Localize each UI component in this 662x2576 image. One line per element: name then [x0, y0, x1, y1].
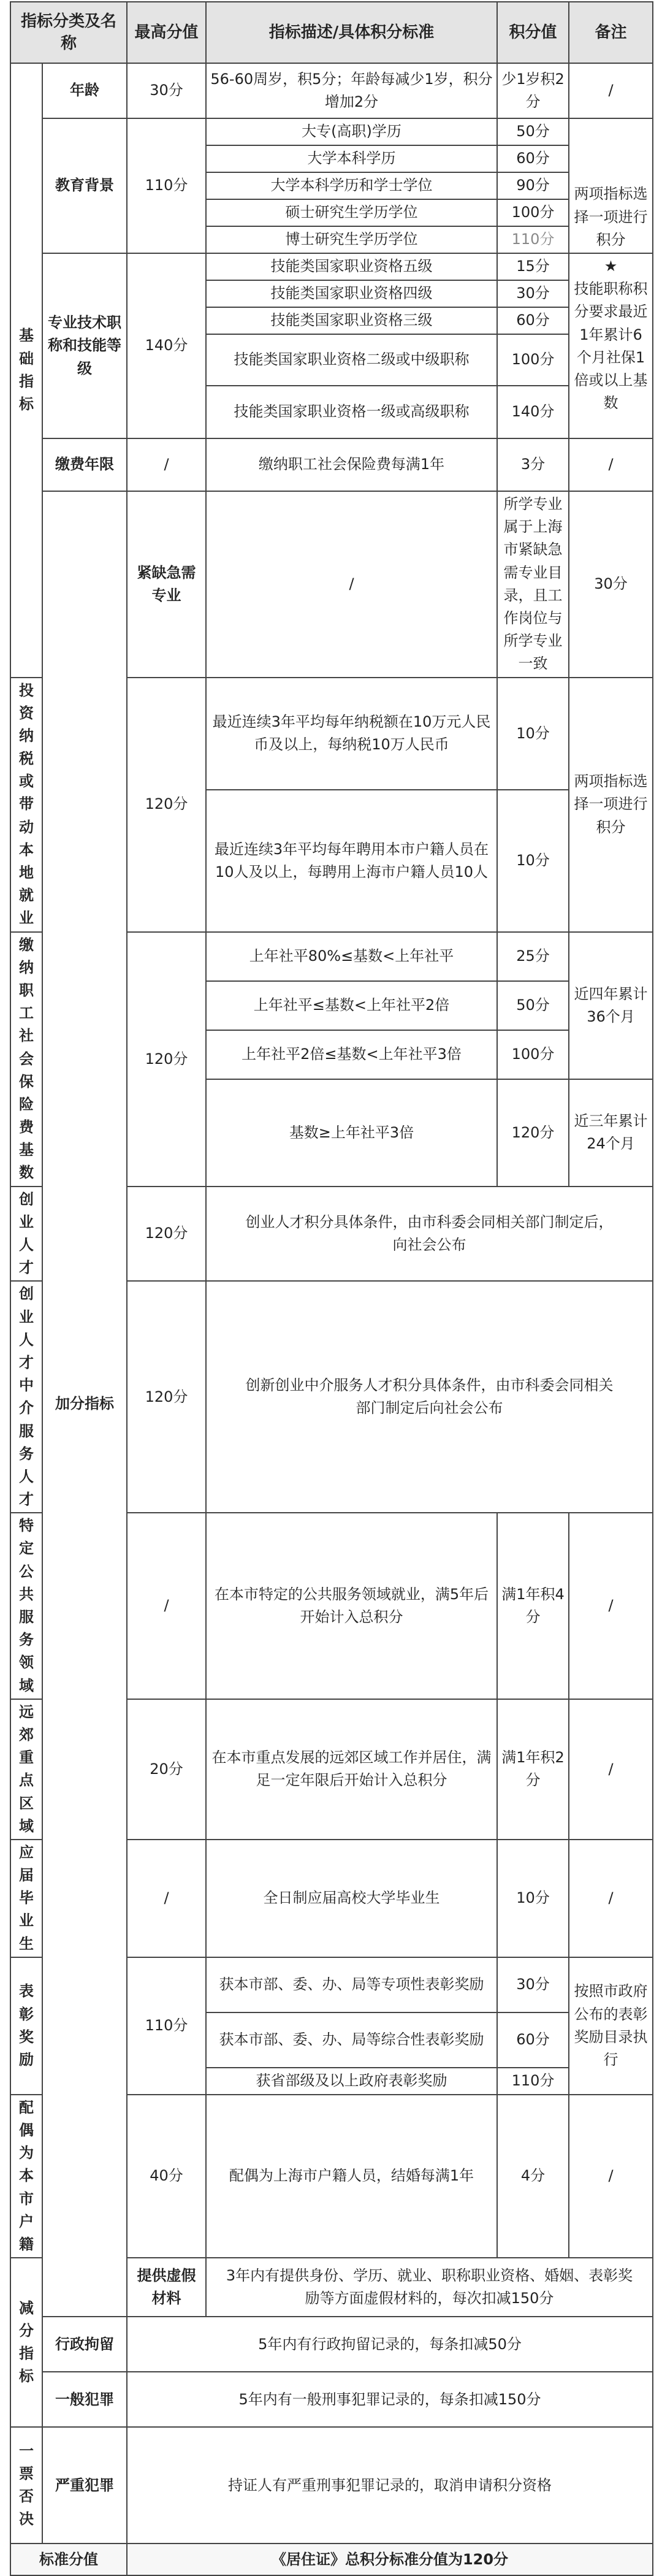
skills-desc-5: 技能类国家职业资格一级或高级职称: [206, 386, 497, 438]
investment-max: 120分: [127, 678, 206, 932]
investment-name: 投资纳税或带动本地就业: [10, 678, 42, 932]
header-description: 指标描述/具体积分标准: [206, 2, 497, 63]
age-note: /: [569, 63, 653, 118]
insurance-points-4: 120分: [497, 1079, 569, 1187]
age-name: 年龄: [42, 63, 127, 118]
star-icon: ★: [604, 258, 618, 275]
entrepreneur-max: 120分: [127, 1187, 206, 1282]
suburb-note: /: [569, 1699, 653, 1840]
skills-note: [569, 253, 653, 438]
row-age: [10, 63, 653, 118]
row-skills: [10, 253, 653, 280]
row-crime: [10, 2372, 653, 2427]
graduate-points: 10分: [497, 1840, 569, 1957]
header-category: 指标分类及名称: [10, 2, 127, 63]
insurance-points-1: 25分: [497, 932, 569, 981]
investment-note: 两项指标选择一项进行积分: [569, 678, 653, 932]
public-service-max: /: [127, 1513, 206, 1699]
shortage-name: 紧缺急需专业: [127, 491, 206, 678]
public-service-note: /: [569, 1513, 653, 1699]
contribution-desc: 缴纳职工社会保险费每满1年: [206, 438, 497, 491]
skills-max: 140分: [127, 253, 206, 438]
suburb-max: 20分: [127, 1699, 206, 1840]
contribution-max: /: [127, 438, 206, 491]
insurance-note-a: 近四年累计36个月: [569, 932, 653, 1079]
section-basic: 基础指标: [10, 63, 42, 678]
insurance-note-b: 近三年累计24个月: [569, 1079, 653, 1187]
awards-points-1: 30分: [497, 1957, 569, 2012]
education-max: 110分: [127, 118, 206, 253]
investment-points-2: 10分: [497, 790, 569, 931]
public-service-desc: 在本市特定的公共服务领域就业，满5年后开始计入总积分: [206, 1513, 497, 1699]
education-points-1: 50分: [497, 118, 569, 145]
skills-points-4: 100分: [497, 334, 569, 386]
insurance-desc-4: 基数≥上年社平3倍: [206, 1079, 497, 1187]
public-service-name: 特定公共服务领域: [10, 1513, 42, 1699]
intermediary-desc: 创新创业中介服务人才积分具体条件，由市科委会同相关部门制定后向社会公布: [206, 1281, 653, 1513]
education-desc-5: 博士研究生学历学位: [206, 226, 497, 253]
row-education: [10, 118, 653, 145]
skills-points-1: 15分: [497, 253, 569, 280]
suburb-name: 远郊重点区域: [10, 1699, 42, 1840]
crime-desc: 5年内有一般刑事犯罪记录的，每条扣减150分: [127, 2372, 653, 2427]
points-table: [10, 1, 653, 2576]
section-veto: 一票否决: [10, 2427, 42, 2544]
investment-desc-2: 最近连续3年平均每年聘用本市户籍人员在10人及以上，每聘用上海市户籍人员10人: [206, 790, 497, 931]
awards-desc-1: 获本市部、委、办、局等专项性表彰奖励: [206, 1957, 497, 2012]
awards-points-3: 110分: [497, 2068, 569, 2095]
education-points-5: 110分: [497, 226, 569, 253]
footer-label: 标准分值: [10, 2544, 127, 2575]
education-points-2: 60分: [497, 145, 569, 172]
shortage-max: /: [206, 491, 497, 678]
education-desc-4: 硕士研究生学历学位: [206, 199, 497, 226]
insurance-max: 120分: [127, 932, 206, 1187]
graduate-max: /: [127, 1840, 206, 1957]
header-max-score: 最高分值: [127, 2, 206, 63]
row-detention: [10, 2317, 653, 2372]
section-deduct: 减分指标: [10, 2258, 42, 2427]
age-desc: 56-60周岁，积5分；年龄每减少1岁，积分增加2分: [206, 63, 497, 118]
header-note: 备注: [569, 2, 653, 63]
skills-points-2: 30分: [497, 280, 569, 307]
public-service-points: 满1年积4分: [497, 1513, 569, 1699]
insurance-points-2: 50分: [497, 981, 569, 1030]
shortage-desc: 所学专业属于上海市紧缺急需专业目录，且工作岗位与所学专业一致: [497, 491, 569, 678]
insurance-desc-1: 上年社平80%≤基数<上年社平: [206, 932, 497, 981]
spouse-max: 40分: [127, 2095, 206, 2258]
row-shortage: [10, 491, 653, 678]
intermediary-name: 创业人才中介服务人才: [10, 1281, 42, 1513]
row-serious-crime: [10, 2427, 653, 2544]
education-desc-1: 大专(高职)学历: [206, 118, 497, 145]
education-desc-2: 大学本科学历: [206, 145, 497, 172]
contribution-points: 3分: [497, 438, 569, 491]
spouse-name: 配偶为本市户籍: [10, 2095, 42, 2258]
skills-desc-2: 技能类国家职业资格四级: [206, 280, 497, 307]
investment-desc-1: 最近连续3年平均每年纳税额在10万元人民币及以上，每纳税10万人民币: [206, 678, 497, 790]
intermediary-max: 120分: [127, 1281, 206, 1513]
awards-points-2: 60分: [497, 2012, 569, 2068]
crime-name: 一般犯罪: [42, 2372, 127, 2427]
graduate-name: 应届毕业生: [10, 1840, 42, 1957]
skills-desc-1: 技能类国家职业资格五级: [206, 253, 497, 280]
section-bonus: 加分指标: [42, 491, 127, 2317]
education-note: [569, 118, 653, 253]
age-points: 少1岁积2分: [497, 63, 569, 118]
entrepreneur-desc: 创业人才积分具体条件，由市科委会同相关部门制定后，向社会公布: [206, 1187, 653, 1282]
header-row: [10, 2, 653, 63]
contribution-note: /: [569, 438, 653, 491]
awards-desc-3: 获省部级及以上政府表彰奖励: [206, 2068, 497, 2095]
row-contribution-years: [10, 438, 653, 491]
insurance-desc-3: 上年社平2倍≤基数<上年社平3倍: [206, 1030, 497, 1079]
entrepreneur-name: 创业人才: [10, 1187, 42, 1282]
skills-name: 专业技术职称和技能等级: [42, 253, 127, 438]
suburb-points: 满1年积2分: [497, 1699, 569, 1840]
education-note-select: 两项指标选择一项进行积分: [574, 185, 648, 248]
serious-crime-desc: 持证人有严重刑事犯罪记录的，取消申请积分资格: [127, 2427, 653, 2544]
spouse-desc: 配偶为上海市户籍人员，结婚每满1年: [206, 2095, 497, 2258]
footer-text: 《居住证》总积分标准分值为120分: [127, 2544, 653, 2575]
skills-desc-4: 技能类国家职业资格二级或中级职称: [206, 334, 497, 386]
shortage-points: 30分: [569, 491, 653, 678]
age-max: 30分: [127, 63, 206, 118]
skills-desc-3: 技能类国家职业资格三级: [206, 307, 497, 334]
row-footer: [10, 2544, 653, 2575]
contribution-name: 缴费年限: [42, 438, 127, 491]
education-name: 教育背景: [42, 118, 127, 253]
skills-note-text: 技能职称积分要求最近1年累计6个月社保1倍或以上基数: [574, 280, 648, 412]
awards-note: 按照市政府公布的表彰奖励目录执行: [569, 1957, 653, 2095]
education-points-4: 100分: [497, 199, 569, 226]
suburb-desc: 在本市重点发展的远郊区域工作并居住，满足一定年限后开始计入总积分: [206, 1699, 497, 1840]
serious-crime-name: 严重犯罪: [42, 2427, 127, 2544]
spouse-note: /: [569, 2095, 653, 2258]
awards-desc-2: 获本市部、委、办、局等综合性表彰奖励: [206, 2012, 497, 2068]
insurance-desc-2: 上年社平≤基数<上年社平2倍: [206, 981, 497, 1030]
false-material-desc: 3年内有提供身份、学历、就业、职称职业资格、婚姻、表彰奖励等方面虚假材料的，每次扣减150分: [206, 2258, 653, 2317]
education-points-3: 90分: [497, 172, 569, 199]
header-points: 积分值: [497, 2, 569, 63]
skills-points-3: 60分: [497, 307, 569, 334]
detention-desc: 5年内有行政拘留记录的，每条扣减50分: [127, 2317, 653, 2372]
awards-max: 110分: [127, 1957, 206, 2095]
insurance-name: 缴纳职工社会保险费基数: [10, 932, 42, 1187]
education-desc-3: 大学本科学历和学士学位: [206, 172, 497, 199]
graduate-desc: 全日制应届高校大学毕业生: [206, 1840, 497, 1957]
awards-name: 表彰奖励: [10, 1957, 42, 2095]
false-material-name: 提供虚假材料: [127, 2258, 206, 2317]
investment-points-1: 10分: [497, 678, 569, 790]
spouse-points: 4分: [497, 2095, 569, 2258]
detention-name: 行政拘留: [42, 2317, 127, 2372]
skills-points-5: 140分: [497, 386, 569, 438]
insurance-points-3: 100分: [497, 1030, 569, 1079]
graduate-note: /: [569, 1840, 653, 1957]
